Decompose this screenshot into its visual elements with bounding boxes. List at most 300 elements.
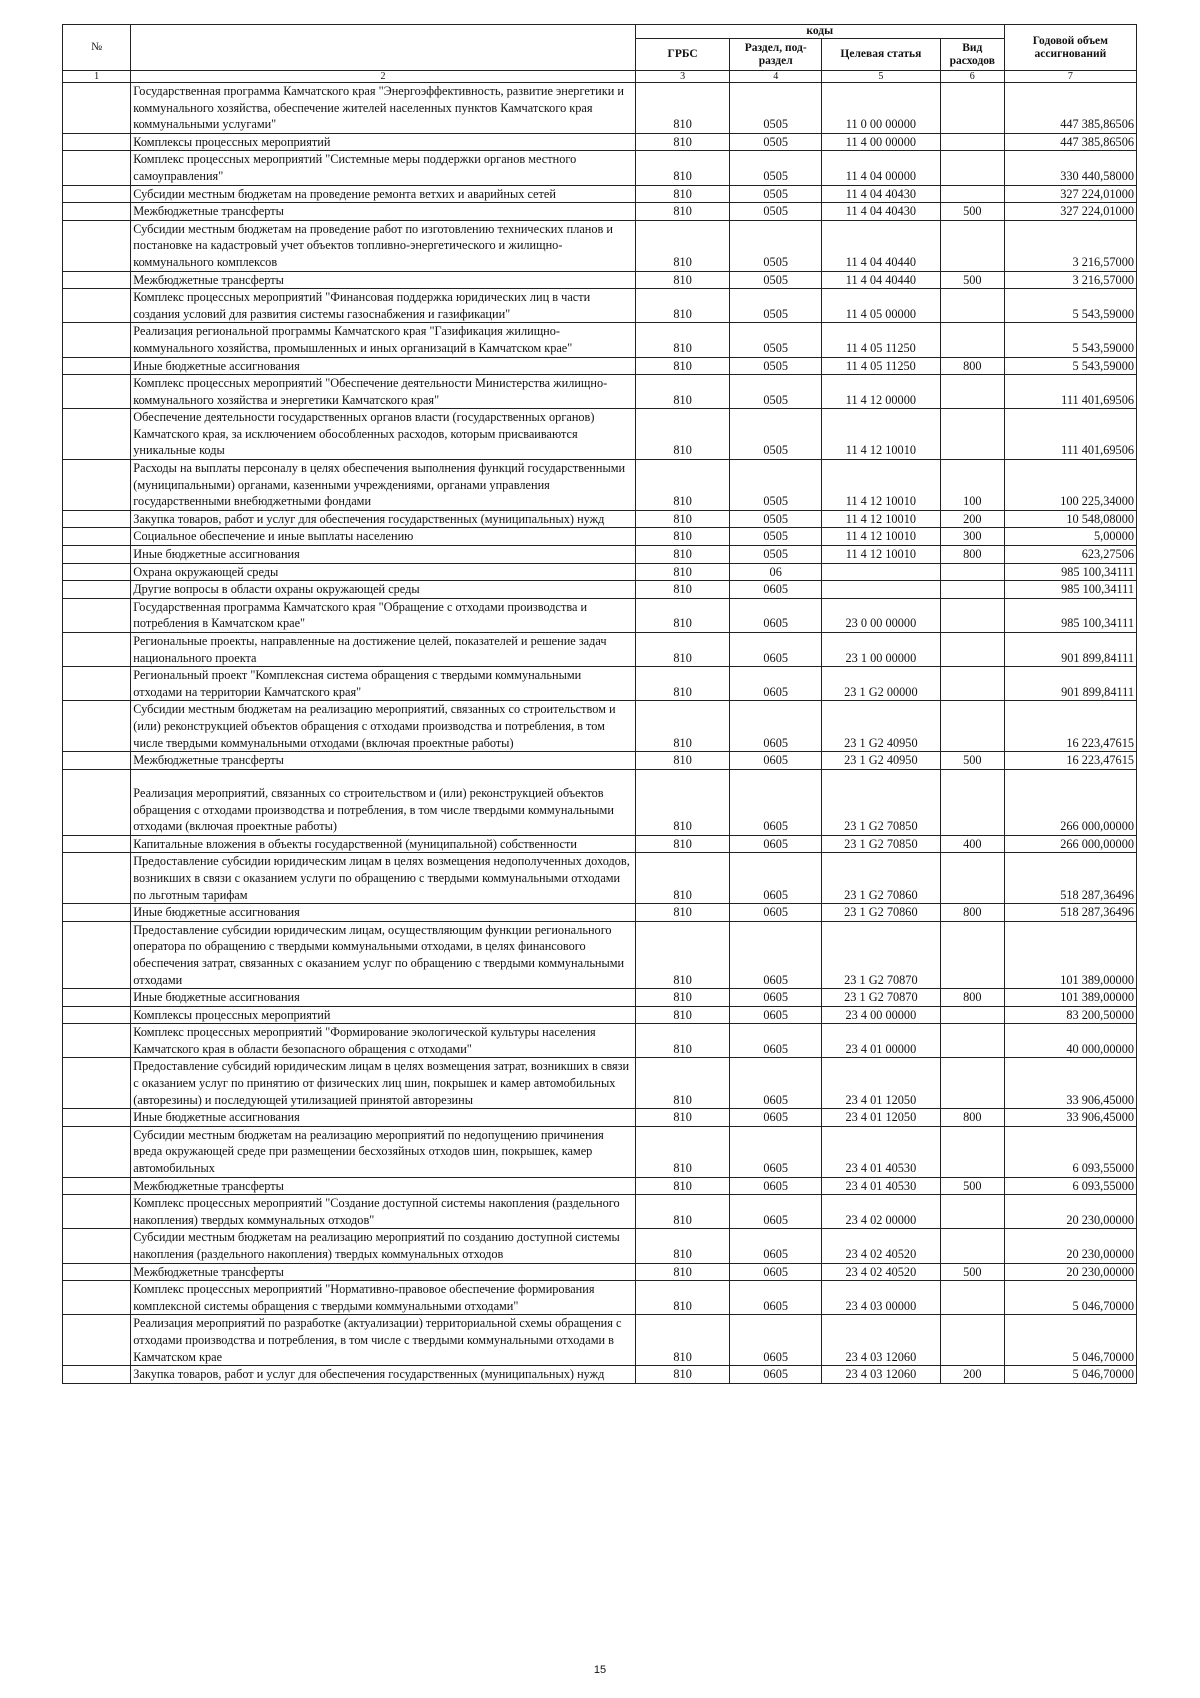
row-razdel-cell: 0605 (730, 1229, 821, 1263)
row-name-cell: Предоставление субсидий юридическим лицам в целях возмещения затрат, возникших в связи с оказанием услуг по принятию от физических лиц шин, покрышек и камер автомобильных (авторезины) и последующей утилизацией принятой авторезины (131, 1058, 635, 1109)
table-row (63, 83, 1137, 134)
row-target-cell (821, 563, 940, 581)
row-name-cell: Реализация мероприятий, связанных со строительством и (или) реконструкцией объектов обращения с отходами производства и потребления, в том числе твердыми коммунальными отходами (включая проектные работы) (131, 769, 635, 835)
row-number-cell (63, 921, 131, 988)
row-razdel-cell: 0505 (730, 289, 821, 323)
row-grbs-cell: 810 (635, 510, 730, 528)
row-sum-cell: 5 543,59000 (1004, 357, 1136, 375)
row-grbs-cell: 810 (635, 1126, 730, 1177)
table-row (63, 1058, 1137, 1109)
row-razdel-cell: 0505 (730, 546, 821, 564)
row-grbs-cell: 810 (635, 1024, 730, 1058)
row-grbs-cell: 810 (635, 1006, 730, 1024)
row-number-cell (63, 460, 131, 511)
row-vid-cell: 500 (940, 203, 1004, 221)
row-target-cell: 23 1 00 00000 (821, 633, 940, 667)
table-row (63, 323, 1137, 357)
row-number-cell (63, 904, 131, 922)
table-row (63, 835, 1137, 853)
row-vid-cell (940, 853, 1004, 904)
table-body (63, 83, 1137, 1384)
row-number-cell (63, 1109, 131, 1127)
row-number-cell (63, 1058, 131, 1109)
row-name-cell: Государственная программа Камчатского края "Энергоэффективность, развитие энергетики и коммунального хозяйства, обеспечение жителей населенных пунктов Камчатского края коммунальными услугами" (131, 83, 635, 134)
row-name-cell: Предоставление субсидии юридическим лицам в целях возмещения недополученных доходов, возникших в связи с оказанием услуги по обращению с твердыми коммунальными отходами по льготным тарифам (131, 853, 635, 904)
row-razdel-cell: 0505 (730, 460, 821, 511)
row-target-cell: 23 0 00 00000 (821, 598, 940, 632)
row-sum-cell: 20 230,00000 (1004, 1195, 1136, 1229)
table-row (63, 581, 1137, 599)
row-sum-cell: 5 046,70000 (1004, 1366, 1136, 1384)
col-number: 4 (730, 71, 821, 83)
row-vid-cell (940, 1058, 1004, 1109)
row-name-cell: Субсидии местным бюджетам на реализацию мероприятий по недопущению причинения вреда окружающей среде при размещении бесхозяйных отходов шин, покрышек, камер автомобильных (131, 1126, 635, 1177)
table-row (63, 1024, 1137, 1058)
row-grbs-cell: 810 (635, 835, 730, 853)
row-razdel-cell: 0505 (730, 185, 821, 203)
row-vid-cell (940, 1195, 1004, 1229)
header-razdel: Раздел, под-раздел (730, 39, 821, 71)
row-number-cell (63, 835, 131, 853)
row-target-cell: 23 4 02 00000 (821, 1195, 940, 1229)
header-codes: коды (635, 25, 1004, 39)
row-vid-cell (940, 769, 1004, 835)
row-vid-cell (940, 1024, 1004, 1058)
header-no: № (63, 25, 131, 71)
row-name-cell: Комплекс процессных мероприятий "Создание доступной системы накопления (раздельного накопления) твердых коммунальных отходов" (131, 1195, 635, 1229)
table-row (63, 528, 1137, 546)
row-target-cell: 23 1 G2 70870 (821, 989, 940, 1007)
table-row (63, 1366, 1137, 1384)
row-vid-cell: 500 (940, 1177, 1004, 1195)
row-target-cell: 23 1 G2 70850 (821, 835, 940, 853)
column-numbers-row (63, 71, 1137, 83)
row-grbs-cell: 810 (635, 357, 730, 375)
table-row (63, 151, 1137, 185)
row-number-cell (63, 528, 131, 546)
row-name-cell: Предоставление субсидии юридическим лицам, осуществляющим функции регионального оператора по обращению с твердыми коммунальными отходами, в целях финансового обеспечения затрат, связанных с оказанием услуг по обращению с твердыми коммунальными отходами (131, 921, 635, 988)
row-vid-cell (940, 598, 1004, 632)
row-number-cell (63, 220, 131, 271)
row-grbs-cell: 810 (635, 667, 730, 701)
row-vid-cell (940, 921, 1004, 988)
table-row (63, 701, 1137, 752)
row-name-cell: Закупка товаров, работ и услуг для обеспечения государственных (муниципальных) нужд (131, 510, 635, 528)
row-sum-cell: 16 223,47615 (1004, 701, 1136, 752)
row-grbs-cell: 810 (635, 598, 730, 632)
row-name-cell: Комплекс процессных мероприятий "Обеспечение деятельности Министерства жилищно-коммунального хозяйства и энергетики Камчатского края" (131, 375, 635, 409)
row-sum-cell: 16 223,47615 (1004, 752, 1136, 770)
table-row (63, 853, 1137, 904)
row-vid-cell: 800 (940, 357, 1004, 375)
row-name-cell: Региональный проект "Комплексная система обращения с твердыми коммунальными отходами на территории Камчатского края" (131, 667, 635, 701)
row-grbs-cell: 810 (635, 904, 730, 922)
row-target-cell: 11 4 04 00000 (821, 151, 940, 185)
row-vid-cell (940, 563, 1004, 581)
header-vid: Вид расходов (940, 39, 1004, 71)
row-vid-cell (940, 185, 1004, 203)
row-number-cell (63, 1229, 131, 1263)
row-sum-cell: 266 000,00000 (1004, 769, 1136, 835)
row-sum-cell: 83 200,50000 (1004, 1006, 1136, 1024)
table-row (63, 375, 1137, 409)
row-razdel-cell: 0505 (730, 409, 821, 460)
row-grbs-cell: 810 (635, 581, 730, 599)
row-grbs-cell: 810 (635, 1177, 730, 1195)
row-number-cell (63, 633, 131, 667)
table-row (63, 1177, 1137, 1195)
row-grbs-cell: 810 (635, 1366, 730, 1384)
row-target-cell: 11 4 00 00000 (821, 133, 940, 151)
row-sum-cell: 111 401,69506 (1004, 409, 1136, 460)
table-row (63, 1109, 1137, 1127)
table-row (63, 904, 1137, 922)
row-name-cell: Субсидии местным бюджетам на реализацию мероприятий по созданию доступной системы накопления (раздельного накопления) твердых коммунальных отходов (131, 1229, 635, 1263)
row-target-cell: 23 1 G2 00000 (821, 667, 940, 701)
row-number-cell (63, 701, 131, 752)
row-sum-cell: 6 093,55000 (1004, 1126, 1136, 1177)
row-razdel-cell: 0605 (730, 1024, 821, 1058)
row-target-cell: 11 4 12 10010 (821, 510, 940, 528)
row-razdel-cell: 0605 (730, 633, 821, 667)
row-sum-cell: 327 224,01000 (1004, 185, 1136, 203)
col-number: 5 (821, 71, 940, 83)
row-target-cell: 23 1 G2 40950 (821, 752, 940, 770)
row-sum-cell: 518 287,36496 (1004, 904, 1136, 922)
row-razdel-cell: 0605 (730, 701, 821, 752)
row-sum-cell: 985 100,34111 (1004, 598, 1136, 632)
table-row (63, 1315, 1137, 1366)
row-name-cell: Комплекс процессных мероприятий "Формирование экологической культуры населения Камчатского края в области безопасного обращения с отходами" (131, 1024, 635, 1058)
row-name-cell: Региональные проекты, направленные на достижение целей, показателей и решение задач национального проекта (131, 633, 635, 667)
row-number-cell (63, 1177, 131, 1195)
table-row (63, 271, 1137, 289)
row-number-cell (63, 1024, 131, 1058)
row-grbs-cell: 810 (635, 133, 730, 151)
row-name-cell: Иные бюджетные ассигнования (131, 1109, 635, 1127)
row-grbs-cell: 810 (635, 769, 730, 835)
row-name-cell: Обеспечение деятельности государственных органов власти (государственных органов) Камчатского края, за исключением обособленных расходов, которым присваиваются уникальные коды (131, 409, 635, 460)
row-vid-cell (940, 220, 1004, 271)
row-grbs-cell: 810 (635, 1058, 730, 1109)
col-number: 1 (63, 71, 131, 83)
header-volume: Годовой объем ассигнований (1004, 25, 1136, 71)
row-grbs-cell: 810 (635, 289, 730, 323)
row-target-cell: 11 4 12 00000 (821, 375, 940, 409)
col-number: 6 (940, 71, 1004, 83)
row-name-cell: Реализация мероприятий по разработке (актуализации) территориальной схемы обращения с отходами производства и потребления, в том числе с твердыми коммунальными отходами в Камчатском крае (131, 1315, 635, 1366)
row-sum-cell: 5,00000 (1004, 528, 1136, 546)
row-vid-cell: 400 (940, 835, 1004, 853)
row-vid-cell (940, 633, 1004, 667)
row-name-cell: Социальное обеспечение и иные выплаты населению (131, 528, 635, 546)
row-grbs-cell: 810 (635, 1281, 730, 1315)
row-sum-cell: 518 287,36496 (1004, 853, 1136, 904)
col-number: 2 (131, 71, 635, 83)
row-razdel-cell: 0605 (730, 1058, 821, 1109)
row-razdel-cell: 0505 (730, 357, 821, 375)
row-vid-cell (940, 289, 1004, 323)
row-name-cell: Иные бюджетные ассигнования (131, 546, 635, 564)
row-name-cell: Комплексы процессных мероприятий (131, 1006, 635, 1024)
row-razdel-cell: 0605 (730, 921, 821, 988)
row-name-cell: Иные бюджетные ассигнования (131, 989, 635, 1007)
row-target-cell: 23 1 G2 70850 (821, 769, 940, 835)
row-number-cell (63, 289, 131, 323)
row-grbs-cell: 810 (635, 752, 730, 770)
row-vid-cell (940, 133, 1004, 151)
row-vid-cell (940, 323, 1004, 357)
row-vid-cell (940, 83, 1004, 134)
row-target-cell: 11 4 05 11250 (821, 357, 940, 375)
row-target-cell: 23 4 01 40530 (821, 1126, 940, 1177)
row-sum-cell: 101 389,00000 (1004, 989, 1136, 1007)
row-number-cell (63, 203, 131, 221)
table-row (63, 460, 1137, 511)
row-sum-cell: 3 216,57000 (1004, 271, 1136, 289)
row-sum-cell: 985 100,34111 (1004, 563, 1136, 581)
row-grbs-cell: 810 (635, 563, 730, 581)
row-grbs-cell: 810 (635, 633, 730, 667)
row-sum-cell: 447 385,86506 (1004, 133, 1136, 151)
page-number: 15 (593, 1664, 607, 1676)
row-number-cell (63, 271, 131, 289)
row-sum-cell: 327 224,01000 (1004, 203, 1136, 221)
row-number-cell (63, 598, 131, 632)
row-sum-cell: 5 046,70000 (1004, 1281, 1136, 1315)
table-row (63, 133, 1137, 151)
row-target-cell: 23 4 02 40520 (821, 1229, 940, 1263)
row-sum-cell: 5 543,59000 (1004, 289, 1136, 323)
header-grbs: ГРБС (635, 39, 730, 71)
row-number-cell (63, 546, 131, 564)
row-number-cell (63, 853, 131, 904)
table-row (63, 289, 1137, 323)
row-razdel-cell: 0605 (730, 1126, 821, 1177)
row-razdel-cell: 0605 (730, 667, 821, 701)
row-target-cell: 23 1 G2 70860 (821, 904, 940, 922)
row-name-cell: Охрана окружающей среды (131, 563, 635, 581)
row-vid-cell (940, 1126, 1004, 1177)
table-row (63, 185, 1137, 203)
row-vid-cell: 800 (940, 904, 1004, 922)
row-vid-cell (940, 667, 1004, 701)
table-row (63, 546, 1137, 564)
table-row (63, 409, 1137, 460)
row-name-cell: Расходы на выплаты персоналу в целях обеспечения выполнения функций государственными (муниципальными) органами, казенными учреждениями, органами управления государственными внебюджетными фондами (131, 460, 635, 511)
row-vid-cell (940, 375, 1004, 409)
row-razdel-cell: 0605 (730, 1281, 821, 1315)
row-vid-cell: 300 (940, 528, 1004, 546)
row-grbs-cell: 810 (635, 460, 730, 511)
table-row (63, 203, 1137, 221)
row-vid-cell (940, 1006, 1004, 1024)
row-name-cell: Межбюджетные трансферты (131, 1177, 635, 1195)
row-grbs-cell: 810 (635, 1195, 730, 1229)
row-grbs-cell: 810 (635, 921, 730, 988)
row-target-cell: 23 1 G2 70860 (821, 853, 940, 904)
row-vid-cell: 500 (940, 1263, 1004, 1281)
row-target-cell: 11 4 04 40440 (821, 271, 940, 289)
row-sum-cell: 33 906,45000 (1004, 1058, 1136, 1109)
row-sum-cell: 33 906,45000 (1004, 1109, 1136, 1127)
row-vid-cell: 200 (940, 510, 1004, 528)
row-vid-cell: 500 (940, 271, 1004, 289)
row-number-cell (63, 151, 131, 185)
row-number-cell (63, 1006, 131, 1024)
row-sum-cell: 111 401,69506 (1004, 375, 1136, 409)
row-number-cell (63, 185, 131, 203)
row-number-cell (63, 769, 131, 835)
table-row (63, 598, 1137, 632)
row-number-cell (63, 667, 131, 701)
table-row (63, 667, 1137, 701)
budget-table (62, 24, 1137, 1384)
row-number-cell (63, 375, 131, 409)
row-number-cell (63, 581, 131, 599)
row-razdel-cell: 0605 (730, 1109, 821, 1127)
table-row (63, 357, 1137, 375)
row-vid-cell (940, 409, 1004, 460)
row-sum-cell: 330 440,58000 (1004, 151, 1136, 185)
row-sum-cell: 20 230,00000 (1004, 1229, 1136, 1263)
row-number-cell (63, 1195, 131, 1229)
row-sum-cell: 100 225,34000 (1004, 460, 1136, 511)
row-number-cell (63, 752, 131, 770)
row-vid-cell: 500 (940, 752, 1004, 770)
row-vid-cell (940, 1281, 1004, 1315)
row-name-cell: Капитальные вложения в объекты государственной (муниципальной) собственности (131, 835, 635, 853)
row-razdel-cell: 0505 (730, 133, 821, 151)
row-name-cell: Межбюджетные трансферты (131, 203, 635, 221)
row-name-cell: Закупка товаров, работ и услуг для обеспечения государственных (муниципальных) нужд (131, 1366, 635, 1384)
row-razdel-cell: 0605 (730, 1006, 821, 1024)
row-number-cell (63, 1263, 131, 1281)
table-row (63, 633, 1137, 667)
row-name-cell: Другие вопросы в области охраны окружающей среды (131, 581, 635, 599)
row-name-cell: Иные бюджетные ассигнования (131, 904, 635, 922)
row-name-cell: Комплекс процессных мероприятий "Финансовая поддержка юридических лиц в части создания условий для развития системы газоснабжения и газификации" (131, 289, 635, 323)
row-sum-cell: 101 389,00000 (1004, 921, 1136, 988)
row-razdel-cell: 0605 (730, 1315, 821, 1366)
table-row (63, 220, 1137, 271)
row-sum-cell: 985 100,34111 (1004, 581, 1136, 599)
row-razdel-cell: 0505 (730, 323, 821, 357)
row-name-cell: Комплексы процессных мероприятий (131, 133, 635, 151)
row-target-cell: 23 4 01 00000 (821, 1024, 940, 1058)
row-grbs-cell: 810 (635, 220, 730, 271)
row-sum-cell: 623,27506 (1004, 546, 1136, 564)
row-number-cell (63, 357, 131, 375)
row-razdel-cell: 0605 (730, 598, 821, 632)
row-vid-cell: 800 (940, 546, 1004, 564)
table-row (63, 510, 1137, 528)
row-sum-cell: 6 093,55000 (1004, 1177, 1136, 1195)
row-razdel-cell: 0505 (730, 151, 821, 185)
table-row (63, 989, 1137, 1007)
row-number-cell (63, 1281, 131, 1315)
row-target-cell: 23 4 01 40530 (821, 1177, 940, 1195)
table-row (63, 752, 1137, 770)
row-razdel-cell: 0505 (730, 203, 821, 221)
row-sum-cell: 901 899,84111 (1004, 667, 1136, 701)
row-sum-cell: 901 899,84111 (1004, 633, 1136, 667)
row-name-cell: Субсидии местным бюджетам на реализацию мероприятий, связанных со строительством и (или) реконструкцией объектов обращения с отходами производства и потребления, в том числе твердыми коммунальными отходами (включая проектные работы) (131, 701, 635, 752)
row-grbs-cell: 810 (635, 203, 730, 221)
header-target: Целевая статья (821, 39, 940, 71)
row-razdel-cell: 0605 (730, 1177, 821, 1195)
row-number-cell (63, 989, 131, 1007)
row-target-cell: 11 4 04 40430 (821, 185, 940, 203)
row-name-cell: Субсидии местным бюджетам на проведение работ по изготовлению технических планов и постановке на кадастровый учет объектов топливно-энергетического и жилищно-коммунального комплексов (131, 220, 635, 271)
col-number: 3 (635, 71, 730, 83)
row-target-cell: 11 4 05 00000 (821, 289, 940, 323)
row-vid-cell (940, 701, 1004, 752)
row-sum-cell: 5 046,70000 (1004, 1315, 1136, 1366)
row-grbs-cell: 810 (635, 375, 730, 409)
row-vid-cell (940, 1229, 1004, 1263)
row-sum-cell: 10 548,08000 (1004, 510, 1136, 528)
row-razdel-cell: 0505 (730, 510, 821, 528)
row-vid-cell: 200 (940, 1366, 1004, 1384)
row-razdel-cell: 0605 (730, 1263, 821, 1281)
row-name-cell: Иные бюджетные ассигнования (131, 357, 635, 375)
row-target-cell: 11 4 05 11250 (821, 323, 940, 357)
row-grbs-cell: 810 (635, 1315, 730, 1366)
row-target-cell: 23 4 00 00000 (821, 1006, 940, 1024)
row-sum-cell: 3 216,57000 (1004, 220, 1136, 271)
row-name-cell: Реализация региональной программы Камчатского края "Газификация жилищно-коммунального хозяйства, промышленных и иных организаций в Камчатском крае" (131, 323, 635, 357)
row-vid-cell: 100 (940, 460, 1004, 511)
row-target-cell (821, 581, 940, 599)
table-row (63, 921, 1137, 988)
row-vid-cell (940, 151, 1004, 185)
row-target-cell: 11 0 00 00000 (821, 83, 940, 134)
row-number-cell (63, 323, 131, 357)
row-target-cell: 23 4 03 12060 (821, 1315, 940, 1366)
row-sum-cell: 5 543,59000 (1004, 323, 1136, 357)
row-name-cell: Межбюджетные трансферты (131, 271, 635, 289)
header-name (131, 25, 635, 71)
row-razdel-cell: 0605 (730, 769, 821, 835)
row-grbs-cell: 810 (635, 409, 730, 460)
row-razdel-cell: 0605 (730, 835, 821, 853)
row-grbs-cell: 810 (635, 701, 730, 752)
row-grbs-cell: 810 (635, 1263, 730, 1281)
row-target-cell: 23 4 03 00000 (821, 1281, 940, 1315)
row-number-cell (63, 83, 131, 134)
table-row (63, 563, 1137, 581)
row-target-cell: 11 4 04 40440 (821, 220, 940, 271)
row-target-cell: 11 4 12 10010 (821, 528, 940, 546)
row-grbs-cell: 810 (635, 853, 730, 904)
row-grbs-cell: 810 (635, 989, 730, 1007)
table-row (63, 1195, 1137, 1229)
row-razdel-cell: 06 (730, 563, 821, 581)
table-row (63, 1263, 1137, 1281)
row-razdel-cell: 0605 (730, 1195, 821, 1229)
row-vid-cell: 800 (940, 1109, 1004, 1127)
row-grbs-cell: 810 (635, 271, 730, 289)
row-razdel-cell: 0605 (730, 904, 821, 922)
row-sum-cell: 40 000,00000 (1004, 1024, 1136, 1058)
row-name-cell: Межбюджетные трансферты (131, 1263, 635, 1281)
row-target-cell: 23 1 G2 70870 (821, 921, 940, 988)
row-number-cell (63, 1315, 131, 1366)
row-razdel-cell: 0505 (730, 220, 821, 271)
table-row (63, 1229, 1137, 1263)
row-sum-cell: 266 000,00000 (1004, 835, 1136, 853)
